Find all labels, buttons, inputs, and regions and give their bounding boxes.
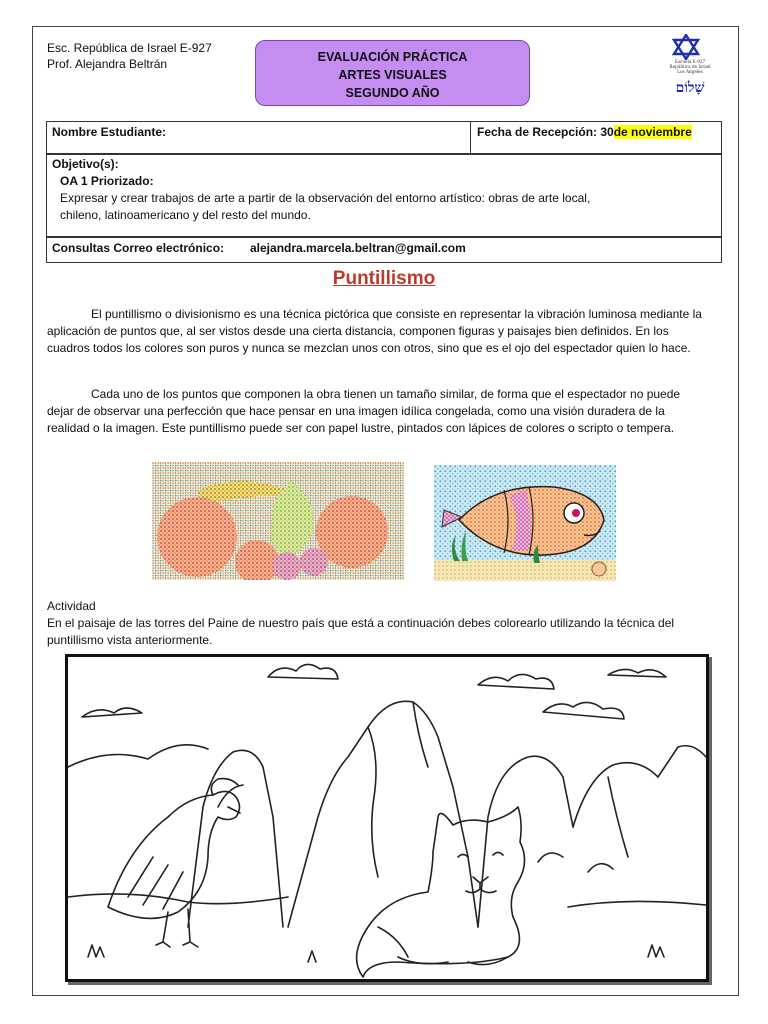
student-name-label: Nombre Estudiante: — [52, 125, 167, 139]
row-divider — [470, 122, 471, 155]
title-line-3: SEGUNDO AÑO — [345, 86, 440, 100]
date-label — [477, 125, 692, 139]
paragraph-1 — [47, 306, 707, 357]
activity-section — [47, 598, 707, 649]
student-row — [46, 121, 722, 155]
section-heading: Puntillismo — [332, 268, 436, 289]
oa-label: OA 1 Priorizado: — [60, 174, 154, 188]
contact-label: Consultas Correo electrónico: — [52, 241, 225, 255]
coloring-illustration — [65, 654, 709, 982]
torres-del-paine-line-art — [68, 657, 706, 979]
star-of-david-icon — [672, 34, 700, 60]
oa-text-1: Expresar y crear trabajos de arte a partir de la observación del entorno artístico: obras de arte local, — [60, 191, 591, 205]
objective-box — [46, 153, 722, 237]
logo-hebrew-text: שָׁלוֹם — [675, 80, 705, 96]
activity-text: En el paisaje de las torres del Paine de nuestro país que está a continuación debes colorearlo utilizando la técnica del puntillismo vista anteriormente. — [47, 616, 675, 647]
paragraph-2-text: Cada uno de los puntos que componen la obra tienen un tamaño similar, de forma que el espectador no puede dejar de observar una perfección que hace pensar en una imagen idílica congelada, como una visión duradera de la realidad o la imagen. Este puntillismo puede ser con papel lustre, pintados con lápices de colores o scripto o tempera. — [47, 387, 681, 435]
contact-row — [46, 237, 722, 263]
teacher-name: Prof. Alejandra Beltrán — [47, 57, 168, 71]
title-line-2: ARTES VISUALES — [338, 68, 447, 82]
date-highlight: de noviembre — [613, 125, 692, 139]
activity-title: Actividad — [47, 599, 96, 613]
logo-small-text: Escuela E-927 República de Israel Los Ángeles — [669, 59, 711, 74]
school-info — [47, 40, 212, 72]
objective-label: Objetivo(s): — [52, 157, 119, 171]
paragraph-1-text: El puntillismo o divisionismo es una técnica pictórica que consiste en representar la vibración luminosa mediante la aplicación de puntos que, al ser vistos desde una cierta distancia, componen figuras y paisajes bien definidos. En los cuadros todos los colores son puros y nunca se mezclan unos con otros, sino que es el ojo del espectador quien lo hace. — [47, 307, 702, 355]
fish-pointillism-image — [434, 465, 616, 581]
fruit-pointillism-image — [152, 462, 404, 580]
school-logo — [660, 34, 720, 104]
date-label-text: Fecha de Recepción: 30 — [477, 125, 614, 139]
oa-text-2: chileno, latinoamericano y del resto del mundo. — [60, 208, 311, 222]
title-box — [255, 40, 530, 106]
school-name: Esc. República de Israel E-927 — [47, 41, 212, 55]
paragraph-2 — [47, 386, 707, 437]
title-line-1: EVALUACIÓN PRÁCTICA — [317, 50, 468, 64]
contact-email: alejandra.marcela.beltran@gmail.com — [250, 241, 466, 255]
